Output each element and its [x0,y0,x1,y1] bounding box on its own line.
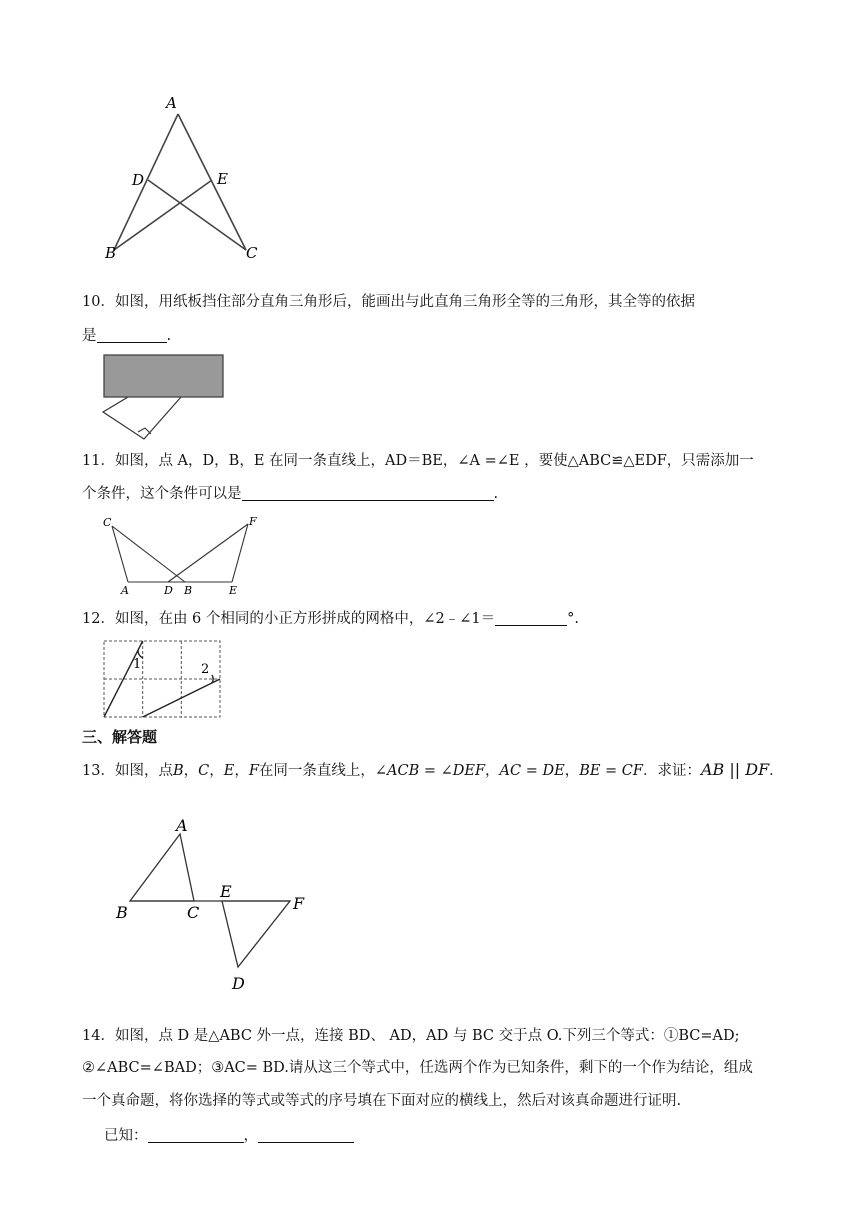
label-b: B [105,244,117,262]
triangle-abc [130,834,194,901]
segment-fd [168,524,248,582]
cardboard-cover [104,355,223,397]
arc-angle2 [212,675,213,683]
label-d: D [132,171,145,189]
label-f: F [293,894,305,913]
label-e: E [220,882,232,901]
segment-fe [232,524,248,582]
figure-q9 [100,90,270,270]
q13-line1: 13．如图，点B，C，E，F在同一条直线上，∠ACB = ∠DEF，AC = DE，BE = CF．求证：AB || DF． [82,760,784,779]
answer-blank-known-2[interactable] [258,1127,354,1143]
segment-ab [114,114,178,250]
label-e: E [229,584,238,597]
segment-cb [112,526,185,582]
condition-be-cf: BE = CF [579,763,643,779]
segment-ca [112,526,128,582]
label-f: F [249,515,257,528]
q14-number: 14． [82,1028,115,1044]
condition-angle: ∠ACB = ∠DEF [374,763,486,779]
q12-number: 12． [82,611,115,627]
label-angle2: 2 [201,662,210,677]
label-d: D [164,584,173,597]
answer-blank-q10[interactable] [97,327,167,343]
q13-number: 13． [82,763,115,779]
figure-q10 [100,352,230,444]
q14-line3: 一个真命题，将你选择的等式或等式的序号填在下面对应的横线上，然后对该真命题进行证明. [82,1093,682,1109]
section-title: 三、解答题 [82,728,158,746]
label-b: B [116,903,128,922]
q12-line1: 12．如图，在由 6 个相同的小正方形拼成的网格中，∠2﹣∠1＝ °. [82,611,580,627]
label-a: A [166,94,177,112]
label-a: A [176,816,188,835]
q14-known-line: 已知： ， [104,1126,354,1146]
q10-line2: 是 . [82,328,172,344]
figure-q11 [100,512,260,598]
q10-line1: 10．如图，用纸板挡住部分直角三角形后，能画出与此直角三角形全等的三角形，其全等的依据 [82,294,695,310]
label-d: D [232,974,245,993]
answer-blank-q11[interactable] [242,485,494,501]
label-a: A [121,584,129,597]
figure-q12 [102,638,224,720]
q14-line1: 14．如图，点 D 是△ABC 外一点，连接 BD、 AD，AD 与 BC 交于点 O.下列三个等式：①BC=AD; [82,1028,740,1044]
proof-goal: AB || DF [700,760,770,779]
answer-blank-known-1[interactable] [148,1127,244,1143]
q10-number: 10． [82,294,115,310]
q11-number: 11． [82,453,115,469]
label-b: B [184,584,193,597]
q11-line2: 个条件，这个条件可以是 . [82,486,499,502]
figure-q13 [112,812,322,996]
label-e: E [217,170,228,188]
label-c: C [103,516,112,529]
right-triangle-visible-part [103,397,181,439]
q11-line1: 11．如图，点 A，D，B，E 在同一条直线上，AD＝BE，∠A =∠E ，要使△ABC≌△EDF，只需添加一 [82,453,754,469]
condition-ac-de: AC = DE [499,763,565,779]
label-angle1: 1 [133,657,142,672]
label-c: C [187,903,200,922]
label-c: C [246,244,258,262]
answer-blank-q12[interactable] [495,610,567,626]
triangle-def [222,901,290,967]
known-label: 已知： [104,1128,148,1144]
q14-line2: ②∠ABC=∠BAD；③AC= BD.请从这三个等式中，任选两个作为已知条件，剩下的一个作为结论，组成 [82,1060,753,1076]
segment-ac [178,114,246,250]
